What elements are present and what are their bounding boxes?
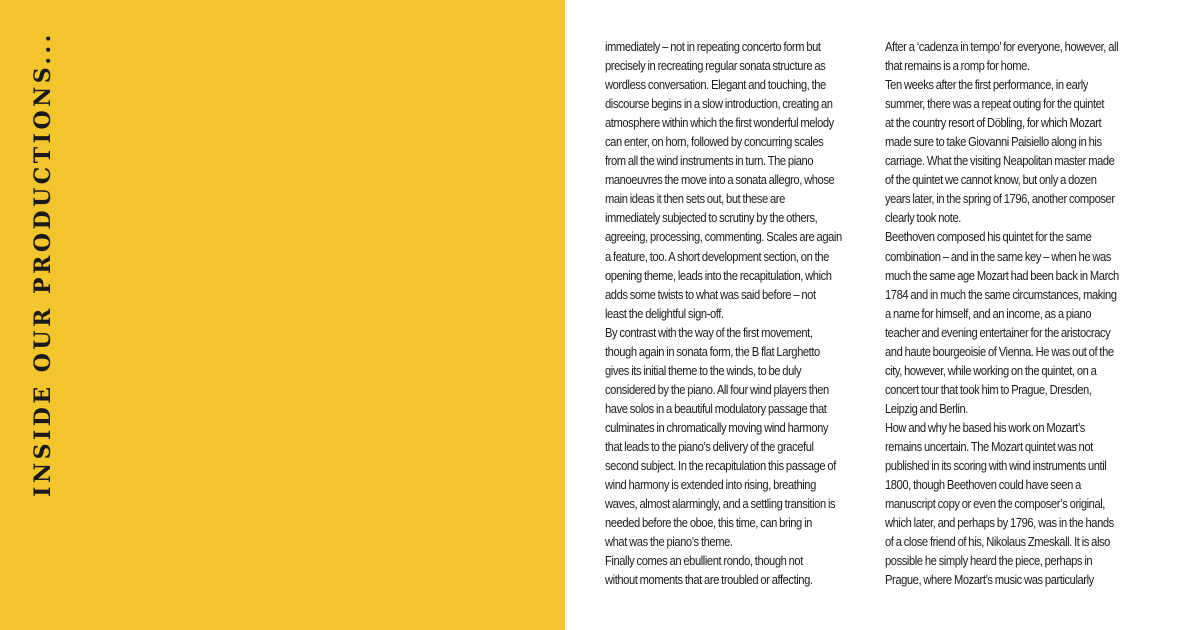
- text-line: 1784 and in much the same circumstances, making: [885, 286, 1117, 302]
- text-line: at the country resort of Döbling, for which Mozart: [885, 115, 1102, 131]
- text-line: Ten weeks after the first performance, in early: [885, 77, 1088, 93]
- text-line: city, however, while working on the quintet, on a: [885, 362, 1097, 378]
- text-line: summer, there was a repeat outing for the quintet: [885, 96, 1105, 112]
- text-line: By contrast with the way of the first movement,: [605, 324, 813, 340]
- text-line: considered by the piano. All four wind players then: [605, 381, 829, 397]
- text-line: made sure to take Giovanni Paisiello along in his: [885, 134, 1102, 150]
- text-line: published in its scoring with wind instruments until: [885, 458, 1107, 474]
- text-line: Beethoven composed his quintet for the same: [885, 229, 1092, 245]
- text-line: Leipzig and Berlin.: [885, 400, 968, 416]
- text-line: that remains is a romp for home.: [885, 58, 1030, 74]
- text-line: remains uncertain. The Mozart quintet was not: [885, 438, 1093, 454]
- text-line: second subject. In the recapitulation this passage of: [605, 458, 836, 474]
- text-line: can enter, on horn, followed by concurring scales: [605, 134, 824, 150]
- text-line: culminates in chromatically moving wind harmony: [605, 419, 829, 435]
- text-line: gives its initial theme to the winds, to be duly: [605, 362, 802, 378]
- text-line: that leads to the piano’s delivery of the graceful: [605, 438, 814, 454]
- text-line: teacher and evening entertainer for the aristocracy: [885, 324, 1111, 340]
- text-line: without moments that are troubled or affecting.: [605, 572, 813, 588]
- text-column-right: [885, 37, 1165, 589]
- text-line: a feature, too. A short development section, on the: [605, 248, 829, 264]
- text-line: a name for himself, and an income, as a piano: [885, 305, 1092, 321]
- text-line: manoeuvres the move into a sonata allegro, whose: [605, 172, 835, 188]
- text-line: of a close friend of his, Nikolaus Zmeskall. It is also: [885, 534, 1110, 550]
- text-line: Finally comes an ebullient rondo, though not: [605, 553, 803, 569]
- text-line: combination – and in the same key – when he was: [885, 248, 1111, 264]
- text-line: of the quintet we cannot know, but only a dozen: [885, 172, 1097, 188]
- text-line: clearly took note.: [885, 210, 961, 226]
- text-line: concert tour that took him to Prague, Dresden,: [885, 381, 1092, 397]
- text-line: wind harmony is extended into rising, breathing: [605, 477, 816, 493]
- text-line: years later, in the spring of 1796, another composer: [885, 191, 1115, 207]
- text-line: precisely in recreating regular sonata structure as: [605, 58, 826, 74]
- text-line: needed before the oboe, this time, can bring in: [605, 515, 812, 531]
- text-line: have solos in a beautiful modulatory passage that: [605, 400, 827, 416]
- text-line: immediately subjected to scrutiny by the others,: [605, 210, 818, 226]
- text-line: How and why he based his work on Mozart’s: [885, 419, 1085, 435]
- text-line: from all the wind instruments in turn. The piano: [605, 153, 814, 169]
- text-line: and haute bourgeoisie of Vienna. He was out of the: [885, 343, 1114, 359]
- text-line: Prague, where Mozart’s music was particularly: [885, 572, 1094, 588]
- text-line: much the same age Mozart had been back in March: [885, 267, 1119, 283]
- text-line: possible he simply heard the piece, perhaps in: [885, 553, 1093, 569]
- text-line: main ideas it then sets out, but these are: [605, 191, 785, 207]
- text-line: manuscript copy or even the composer’s original,: [885, 496, 1105, 512]
- text-line: agreeing, processing, commenting. Scales are again: [605, 229, 842, 245]
- text-line: carriage. What the visiting Neapolitan master made: [885, 153, 1115, 169]
- text-line: which later, and perhaps by 1796, was in the hands: [885, 515, 1114, 531]
- sidebar-panel: [0, 0, 565, 630]
- text-line: 1800, though Beethoven could have seen a: [885, 477, 1081, 493]
- text-line: wordless conversation. Elegant and touching, the: [605, 77, 826, 93]
- text-line: adds some twists to what was said before – not: [605, 286, 816, 302]
- text-line: immediately – not in repeating concerto form but: [605, 39, 821, 54]
- text-line: though again in sonata form, the B flat Larghetto: [605, 343, 820, 359]
- text-line: opening theme, leads into the recapitulation, which: [605, 267, 832, 283]
- section-title: INSIDE OUR PRODUCTIONS...: [30, 31, 56, 497]
- text-line: discourse begins in a slow introduction, creating an: [605, 96, 833, 112]
- text-line: After a ‘cadenza in tempo’ for everyone, however, all: [885, 39, 1119, 54]
- text-line: least the delightful sign-off.: [605, 305, 724, 321]
- text-column-left: [605, 37, 880, 589]
- text-line: waves, almost alarmingly, and a settling transition is: [605, 496, 836, 512]
- text-line: what was the piano’s theme.: [605, 534, 733, 550]
- text-line: atmosphere within which the first wonderful melody: [605, 115, 834, 131]
